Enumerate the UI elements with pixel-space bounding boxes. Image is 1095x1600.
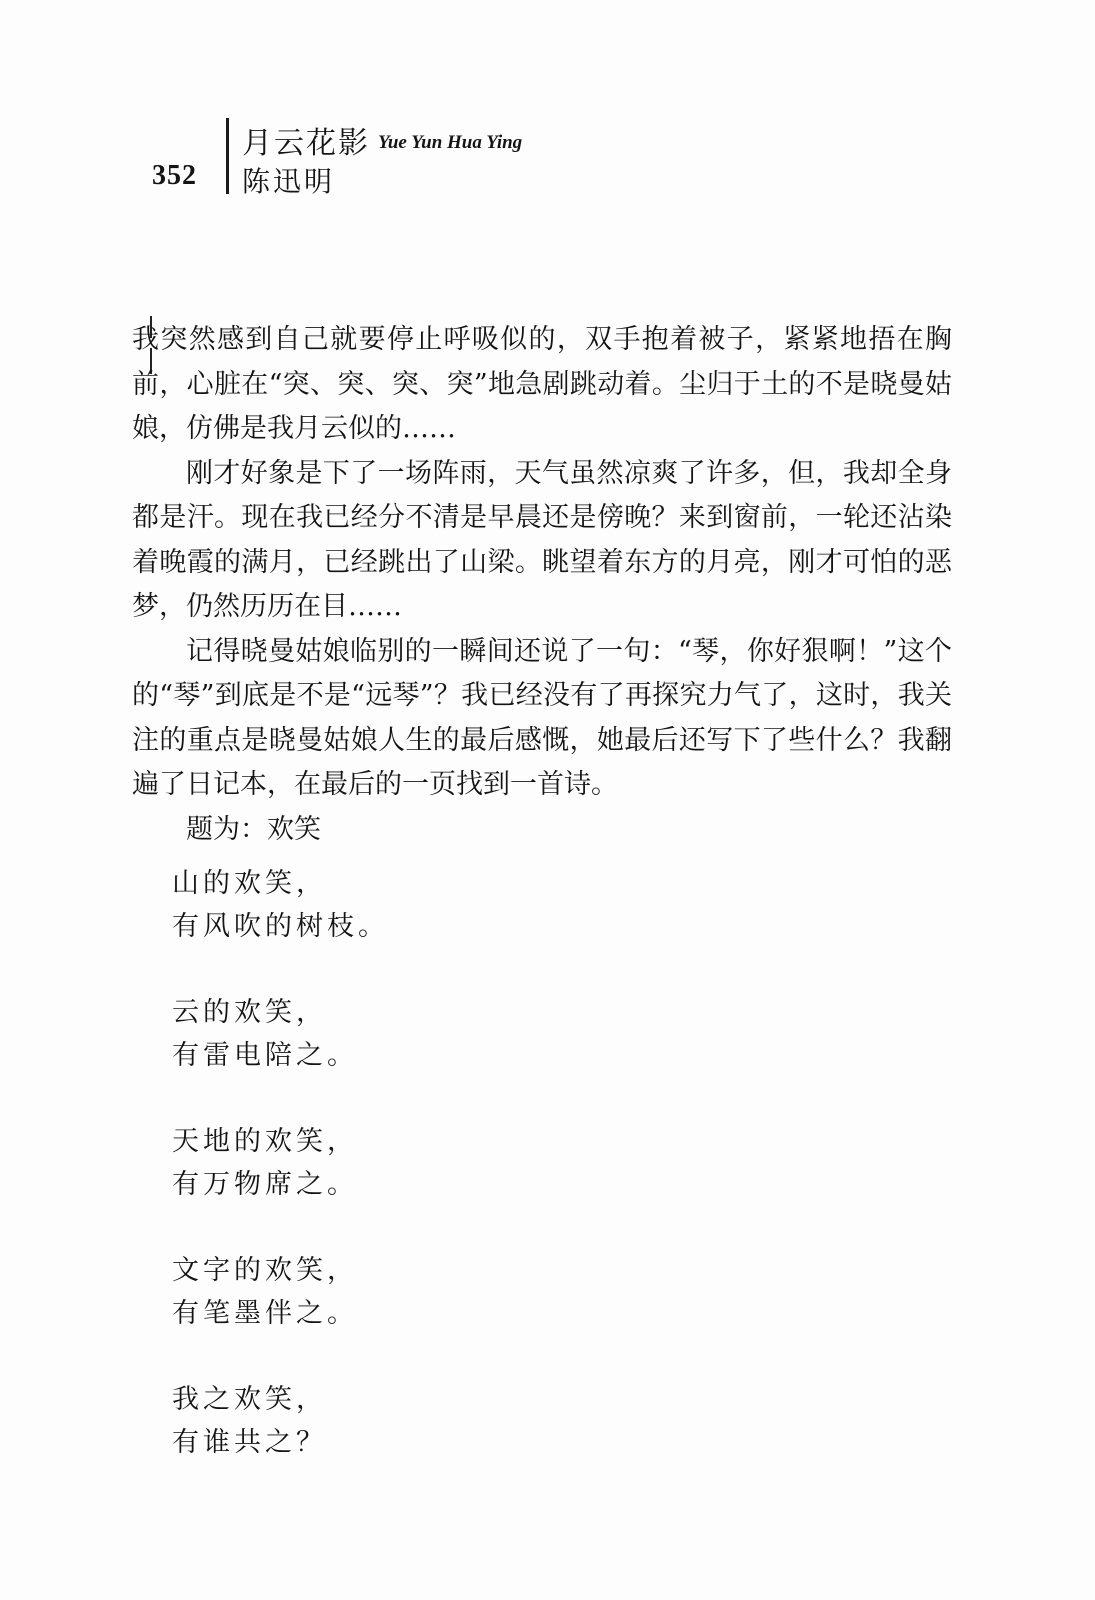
page-number: 352 — [152, 160, 197, 191]
poem-line: 有谁共之？ — [172, 1427, 327, 1458]
poem-stanza — [172, 1378, 389, 1464]
poem-line: 有笔墨伴之。 — [172, 1298, 358, 1329]
poem-stanza — [172, 991, 389, 1077]
book-title-pinyin: Yue Yun Hua Ying — [378, 132, 523, 153]
poem-line: 我之欢笑， — [172, 1384, 327, 1415]
poem-stanza — [172, 1249, 389, 1335]
author-name: 陈迅明 — [242, 165, 336, 198]
header-divider — [226, 118, 229, 194]
poem — [172, 862, 389, 1507]
poem-line: 有风吹的树枝。 — [172, 911, 389, 942]
poem-line: 有雷电陪之。 — [172, 1040, 358, 1071]
poem-line: 山的欢笑， — [172, 868, 327, 899]
book-title: 月云花影 — [242, 126, 370, 161]
poem-title-line: 题为：欢笑 — [186, 813, 321, 845]
poem-line: 文字的欢笑， — [172, 1255, 358, 1286]
poem-stanza — [172, 862, 389, 948]
paragraph: 刚才好象是下了一场阵雨，天气虽然凉爽了许多，但，我却全身都是汗。现在我已经分不清是早晨还是傍晚？来到窗前，一轮还沾染着晚霞的满月，已经跳出了山梁。眺望着东方的月亮，刚才可怕的恶梦，仍然历历在目…… — [132, 457, 952, 622]
poem-line: 云的欢笑， — [172, 997, 327, 1028]
poem-line: 有万物席之。 — [172, 1169, 358, 1200]
paragraph: 记得晓曼姑娘临别的一瞬间还说了一句：“琴，你好狠啊！”这个的“琴”到底是不是“远琴”？我已经没有了再探究力气了，这时，我关注的重点是晓曼姑娘人生的最后感慨，她最后还写下了些什么？我翻遍了日记本，在最后的一页找到一首诗。 — [132, 635, 952, 800]
poem-stanza — [172, 1120, 389, 1206]
paragraph: 我突然感到自己就要停止呼吸似的，双手抱着被子，紧紧地捂在胸前，心脏在“突、突、突、突”地急剧跳动着。尘归于土的不是晓曼姑娘，仿佛是我月云似的…… — [132, 324, 952, 444]
body-text — [132, 318, 952, 852]
poem-line: 天地的欢笑， — [172, 1126, 358, 1157]
